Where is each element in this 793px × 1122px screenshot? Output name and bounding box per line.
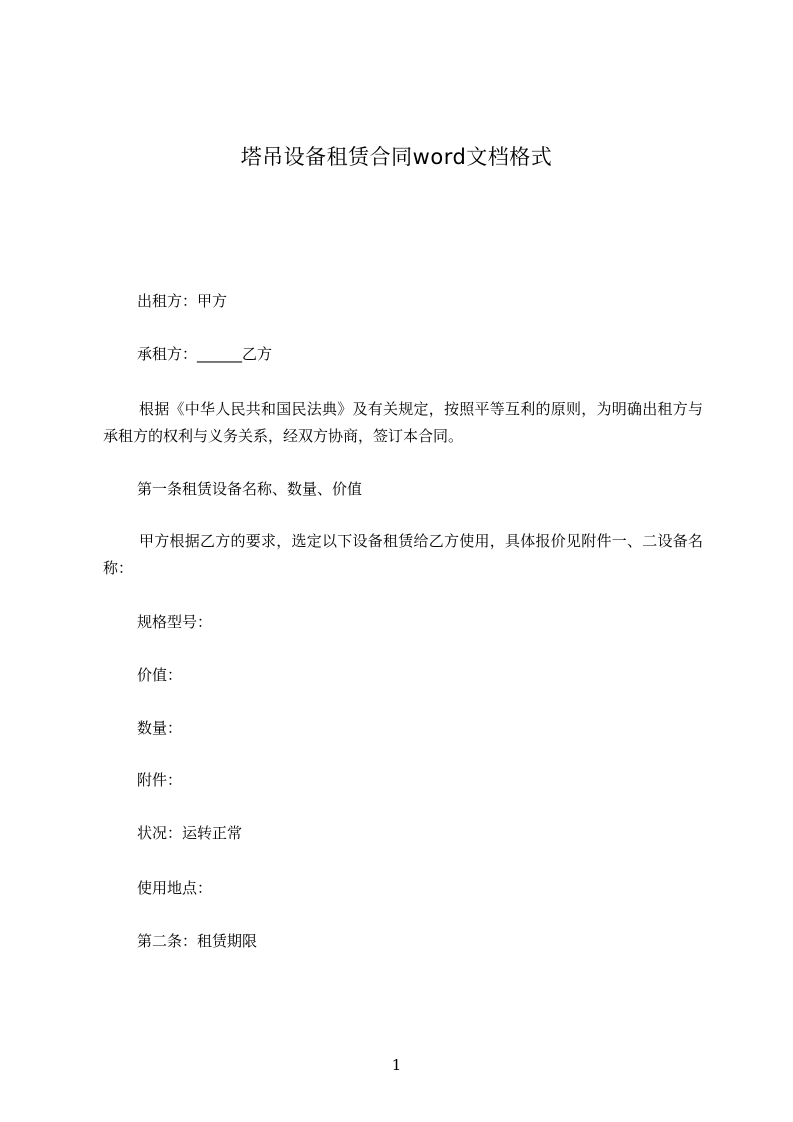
condition-field: 状况：运转正常 xyxy=(137,824,243,842)
article-2-heading: 第二条：租赁期限 xyxy=(137,932,258,950)
page-number: 1 xyxy=(391,1056,402,1074)
value-field: 价值： xyxy=(137,666,183,684)
quantity-field: 数量： xyxy=(137,719,183,737)
spec-model-field: 规格型号： xyxy=(137,613,213,631)
location-field: 使用地点： xyxy=(137,879,213,897)
article-1-body: 甲方根据乙方的要求，选定以下设备租赁给乙方使用，具体报价见附件一、二设备名称： xyxy=(103,532,703,577)
attachments-field: 附件： xyxy=(137,771,183,789)
lessee-line: 承租方：______乙方 xyxy=(137,345,273,363)
preamble-paragraph: 根据《中华人民共和国民法典》及有关规定，按照平等互利的原则，为明确出租方与承租方的权利与义务关系，经双方协商，签订本合同。 xyxy=(103,400,703,445)
document-title: 塔吊设备租赁合同word文档格式 xyxy=(240,145,553,169)
article-1-heading: 第一条租赁设备名称、数量、价值 xyxy=(137,480,363,498)
lessor-line: 出租方：甲方 xyxy=(137,292,228,310)
